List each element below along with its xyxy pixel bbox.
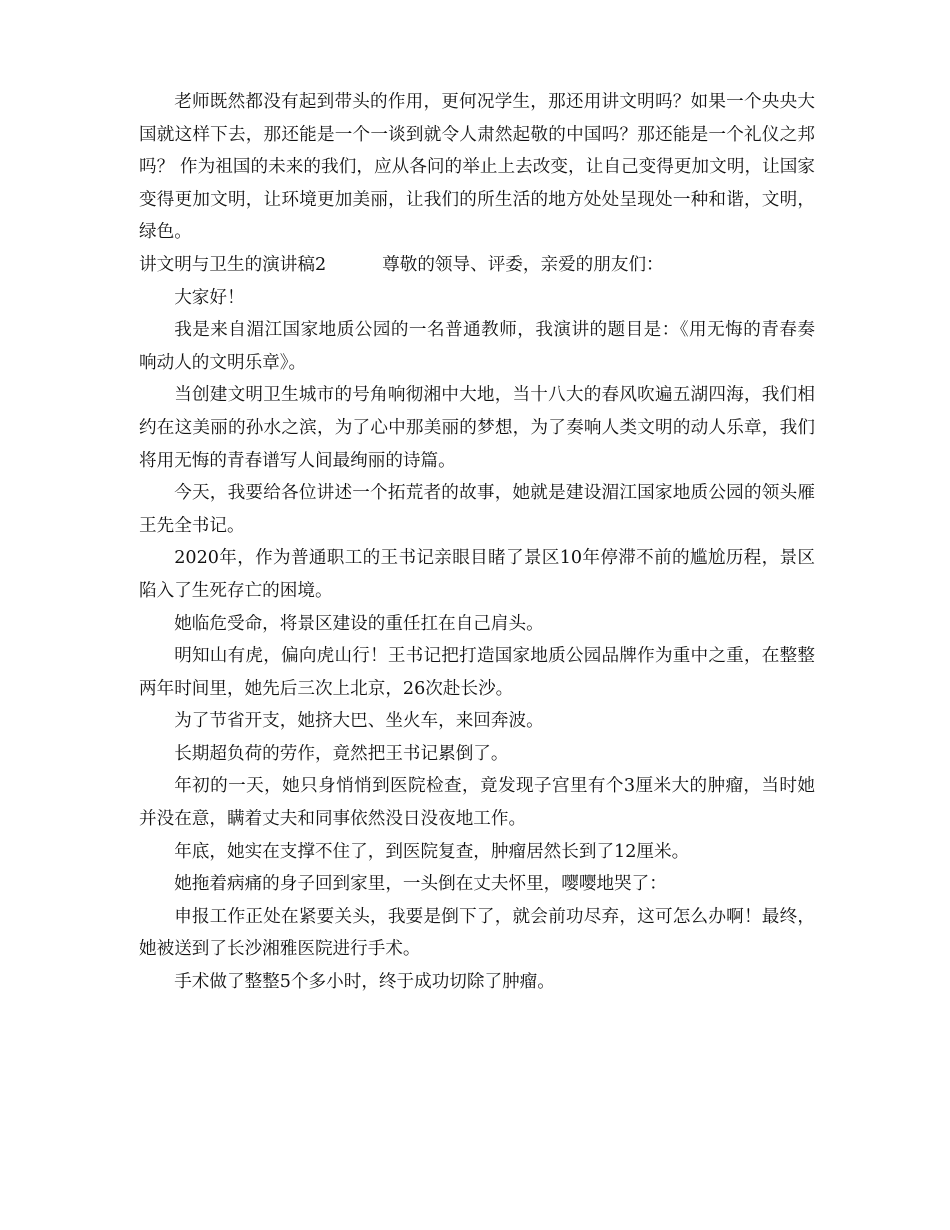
paragraph-opening: 当创建文明卫生城市的号角响彻湘中大地，当十八大的春风吹遍五湖四海，我们相约在这美丽的孙水之滨，为了心中那美丽的梦想，为了奏响人类文明的动人乐章，我们将用无悔的青春谱写人间最绚丽的诗篇。 bbox=[139, 385, 815, 471]
paragraph-2020: 2020年，作为普通职工的王书记亲眼目睹了景区10年停滞不前的尴尬历程，景区陷入了生死存亡的困境。 bbox=[139, 548, 815, 601]
paragraph-speaker-intro: 我是来自湄江国家地质公园的一名普通教师，我演讲的题目是：《用无悔的青春奏响动人的文明乐章》。 bbox=[139, 320, 815, 373]
paragraph-hello: 大家好！ bbox=[174, 287, 245, 308]
paragraph-checkup: 年初的一天，她只身悄悄到医院检查，竟发现子宫里有个3厘米大的肿瘤，当时她并没在意，瞒着丈夫和同事依然没日没夜地工作。 bbox=[139, 776, 815, 830]
paragraph-duty: 她临危受命，将景区建设的重任扛在自己肩头。 bbox=[174, 613, 544, 634]
paragraph-saving: 为了节省开支，她挤大巴、坐火车，来回奔波。 bbox=[174, 711, 544, 732]
paragraph-overwork: 长期超负荷的劳作，竟然把王书记累倒了。 bbox=[174, 743, 509, 764]
paragraph-tiger-mountain: 明知山有虎，偏向虎山行！王书记把打造国家地质公园品牌作为重中之重，在整整两年时间里，她先后三次上北京，26次赴长沙。 bbox=[139, 646, 815, 699]
document-body bbox=[139, 86, 815, 999]
speech-heading bbox=[139, 249, 815, 282]
paragraph-home: 她拖着病痛的身子回到家里，一头倒在丈夫怀里，嘤嘤地哭了： bbox=[174, 874, 667, 895]
paragraph-story-intro: 今天，我要给各位讲述一个拓荒者的故事，她就是建设湄江国家地质公园的领头雁王先全书记。 bbox=[139, 483, 815, 536]
paragraph-surgery-decision: 申报工作正处在紧要关头，我要是倒下了，就会前功尽弃，这可怎么办啊！最终，她被送到了长沙湘雅医院进行手术。 bbox=[139, 906, 815, 960]
paragraph-surgery: 手术做了整整5个多小时，终于成功切除了肿瘤。 bbox=[174, 972, 555, 993]
speech-greeting: 尊敬的领导、评委，亲爱的朋友们： bbox=[382, 254, 664, 275]
paragraph-intro: 老师既然都没有起到带头的作用，更何况学生，那还用讲文明吗？如果一个央央大国就这样下去，那还能是一个一谈到就令人肃然起敬的中国吗？那还能是一个礼仪之邦吗？ 作为祖国的未来的我们，应从各问的举止上去改变，让自己变得更加文明，让国家变得更加文明，让环境更加美丽，让我们的所生活的地方处处呈现处一种和谐，文明，绿色。 bbox=[139, 92, 815, 243]
speech-title: 讲文明与卫生的演讲稿2 bbox=[139, 254, 327, 275]
paragraph-recheck: 年底，她实在支撑不住了，到医院复查，肿瘤居然长到了12厘米。 bbox=[174, 841, 690, 862]
